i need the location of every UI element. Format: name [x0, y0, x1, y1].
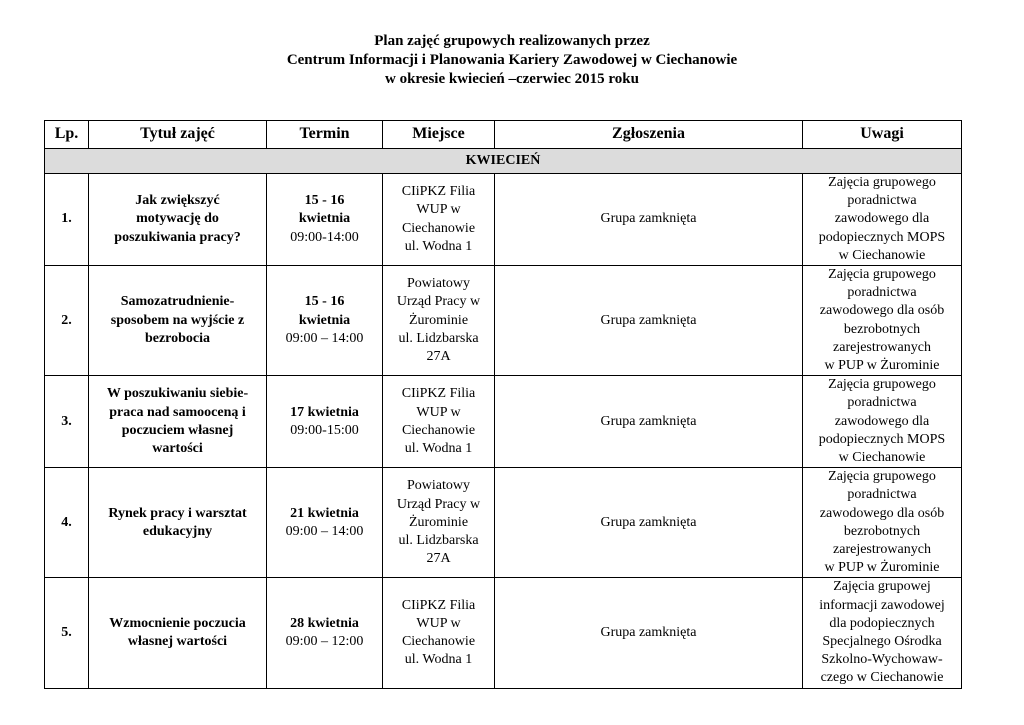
row-place-line: ul. Wodna 1: [404, 238, 473, 254]
month-row: [45, 149, 962, 174]
row-place: [383, 376, 495, 468]
row-term-time: 09:00 – 14:00: [285, 330, 364, 346]
row-place-line: 27A: [426, 348, 451, 364]
row-title-line: Samozatrudnienie-: [120, 294, 235, 310]
row-title-line: edukacyjny: [142, 523, 213, 539]
row-place: [383, 266, 495, 376]
row-number: 4.: [45, 468, 89, 578]
row-title-line: W poszukiwaniu siebie-: [106, 386, 249, 402]
row-notes-line: poradnictwa: [847, 395, 917, 411]
row-notes-line: poradnictwa: [847, 487, 917, 503]
row-notes-line: zarejestrowanych: [833, 542, 931, 558]
row-place-line: ul. Lidzbarska: [398, 330, 479, 346]
row-term-time: 09:00 – 12:00: [285, 634, 364, 650]
row-term-time: 09:00-15:00: [290, 422, 359, 438]
row-title: [89, 468, 267, 578]
row-title-line: motywację do: [136, 211, 219, 227]
header-lp: Lp.: [45, 121, 89, 149]
row-title-line: wartości: [152, 440, 203, 456]
row-title-line: własnej wartości: [127, 634, 228, 650]
row-place-line: Powiatowy: [407, 276, 470, 292]
row-notes-line: podopiecznych MOPS: [818, 431, 946, 447]
row-notes-line: Szkolno-Wychowaw-: [821, 652, 943, 668]
table-row: [45, 468, 962, 578]
row-title: [89, 266, 267, 376]
row-term-time: 09:00-14:00: [290, 229, 359, 245]
row-place-line: CIiPKZ Filia: [401, 184, 476, 200]
row-notes-line: poradnictwa: [847, 193, 917, 209]
row-registration: Grupa zamknięta: [495, 468, 803, 578]
row-notes: [803, 174, 962, 266]
row-notes-line: podopiecznych MOPS: [818, 229, 946, 245]
row-place-line: Żurominie: [408, 312, 469, 328]
row-notes-line: poradnictwa: [847, 285, 917, 301]
row-place-line: WUP w: [416, 615, 461, 631]
row-notes-line: zawodowego dla osób: [819, 303, 945, 319]
row-title-line: poczuciem własnej: [121, 422, 234, 438]
row-term-date: 21 kwietnia: [290, 505, 359, 521]
row-term-date: 15 - 16: [304, 193, 345, 209]
month-label: KWIECIEŃ: [45, 149, 962, 174]
row-notes-line: Zajęcia grupowej: [833, 579, 931, 595]
row-notes-line: bezrobotnych: [843, 321, 921, 337]
row-title: [89, 174, 267, 266]
row-title-line: praca nad samooceną i: [109, 404, 246, 420]
row-term: [267, 578, 383, 688]
table-row: [45, 266, 962, 376]
row-notes-line: Zajęcia grupowego: [828, 267, 936, 283]
row-term-date: kwietnia: [298, 312, 351, 328]
row-place-line: Urząd Pracy w: [396, 294, 481, 310]
row-place-line: Powiatowy: [407, 478, 470, 494]
row-notes-line: zawodowego dla: [834, 211, 930, 227]
row-notes-line: Zajęcia grupowego: [828, 175, 936, 190]
row-registration: Grupa zamknięta: [495, 376, 803, 468]
row-notes-line: informacji zawodowej: [819, 597, 945, 613]
row-notes-line: w PUP w Żurominie: [824, 560, 940, 576]
row-place-line: CIiPKZ Filia: [401, 597, 476, 613]
row-place-line: CIiPKZ Filia: [401, 386, 476, 402]
row-term: [267, 468, 383, 578]
header-place: Miejsce: [383, 121, 495, 149]
row-title-line: sposobem na wyjście z: [110, 312, 245, 328]
title-line-3: w okresie kwiecień –czerwiec 2015 roku: [385, 71, 639, 87]
row-title-line: Rynek pracy i warsztat: [108, 505, 247, 521]
row-notes-line: zarejestrowanych: [833, 339, 931, 355]
row-place-line: WUP w: [416, 202, 461, 218]
row-term-date: 17 kwietnia: [290, 404, 359, 420]
row-registration: Grupa zamknięta: [495, 266, 803, 376]
row-notes: [803, 468, 962, 578]
title-line-2: Centrum Informacji i Planowania Kariery Zawodowej w Ciechanowie: [286, 52, 738, 68]
row-notes-line: Specjalnego Ośrodka: [822, 634, 942, 650]
row-term: [267, 266, 383, 376]
row-notes-line: w Ciechanowie: [838, 450, 926, 466]
row-notes: [803, 266, 962, 376]
row-term-date: kwietnia: [298, 211, 351, 227]
row-notes: [803, 578, 962, 688]
row-notes-line: Zajęcia grupowego: [828, 377, 936, 393]
row-place-line: Żurominie: [408, 514, 469, 530]
row-notes: [803, 376, 962, 468]
row-number: 5.: [45, 578, 89, 688]
row-number: 2.: [45, 266, 89, 376]
row-term-date: 15 - 16: [304, 294, 345, 310]
row-place: [383, 468, 495, 578]
row-title-line: poszukiwania pracy?: [114, 229, 241, 245]
schedule-table: [44, 120, 962, 689]
row-notes-line: bezrobotnych: [843, 523, 921, 539]
row-registration: Grupa zamknięta: [495, 174, 803, 266]
header-notes: Uwagi: [803, 121, 962, 149]
row-title: [89, 578, 267, 688]
row-title-line: Jak zwiększyć: [135, 193, 220, 209]
row-place-line: ul. Lidzbarska: [398, 532, 479, 548]
row-number: 3.: [45, 376, 89, 468]
row-term: [267, 174, 383, 266]
row-notes-line: w PUP w Żurominie: [824, 358, 940, 374]
table-header-row: [45, 121, 962, 149]
row-place-line: ul. Wodna 1: [404, 652, 473, 668]
row-place-line: WUP w: [416, 404, 461, 420]
document-title: [0, 32, 1024, 89]
row-number: 1.: [45, 174, 89, 266]
table-row: [45, 578, 962, 688]
row-place-line: 27A: [426, 551, 451, 567]
row-term: [267, 376, 383, 468]
row-term-date: 28 kwietnia: [290, 615, 359, 631]
row-title: [89, 376, 267, 468]
row-notes-line: czego w Ciechanowie: [820, 670, 944, 686]
row-place-line: Urząd Pracy w: [396, 496, 481, 512]
row-place-line: Ciechanowie: [401, 422, 476, 438]
row-notes-line: w Ciechanowie: [838, 247, 926, 263]
row-place-line: ul. Wodna 1: [404, 440, 473, 456]
row-registration: Grupa zamknięta: [495, 578, 803, 688]
row-notes-line: Zajęcia grupowego: [828, 469, 936, 485]
header-registration: Zgłoszenia: [495, 121, 803, 149]
row-term-time: 09:00 – 14:00: [285, 523, 364, 539]
row-place-line: Ciechanowie: [401, 220, 476, 236]
row-notes-line: zawodowego dla: [834, 413, 930, 429]
row-notes-line: zawodowego dla osób: [819, 505, 945, 521]
row-notes-line: dla podopiecznych: [829, 615, 935, 631]
header-title: Tytuł zajęć: [89, 121, 267, 149]
table-row: [45, 174, 962, 266]
row-place: [383, 578, 495, 688]
table-row: [45, 376, 962, 468]
header-term: Termin: [267, 121, 383, 149]
row-place-line: Ciechanowie: [401, 634, 476, 650]
row-title-line: bezrobocia: [144, 330, 211, 346]
row-place: [383, 174, 495, 266]
title-line-1: Plan zajęć grupowych realizowanych przez: [374, 33, 650, 49]
row-title-line: Wzmocnienie poczucia: [109, 615, 246, 631]
